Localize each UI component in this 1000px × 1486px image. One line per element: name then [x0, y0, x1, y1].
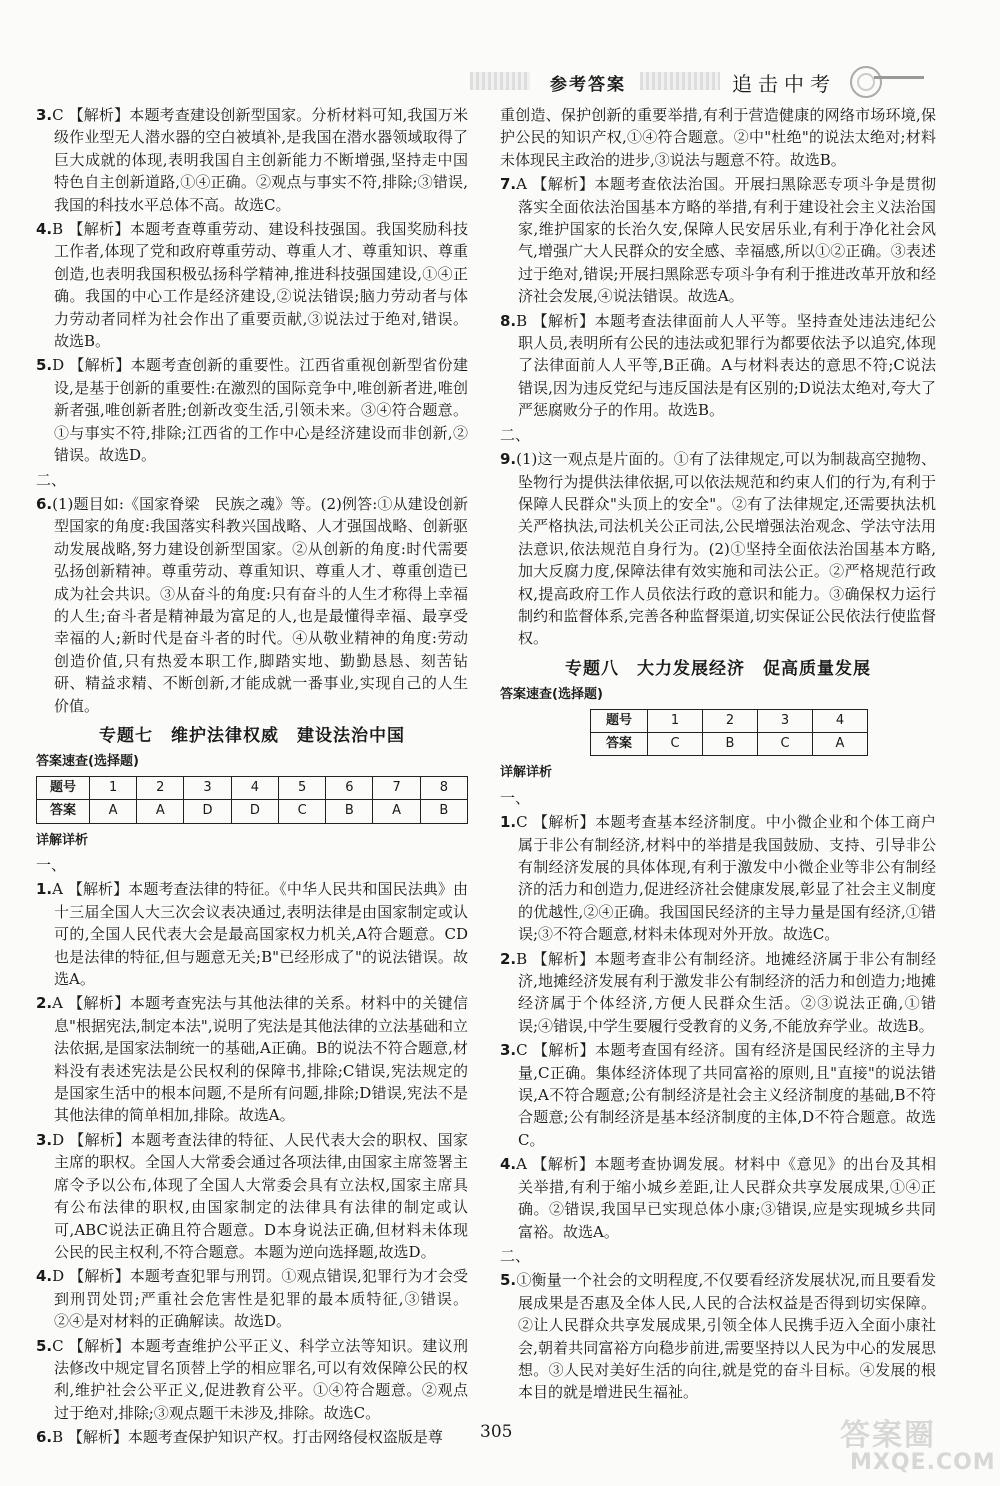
arrow-icon	[874, 76, 924, 79]
left-column	[36, 104, 468, 1451]
table-cell: 3	[184, 776, 231, 799]
header-decoration	[640, 72, 720, 90]
answer-item-2: 2.A 【解析】本题考查宪法与其他法律的关系。材料中的关键信息"根据宪法,制定本法",说明了宪法是其他法律的立法基础和立法依据,是国家法制统一的基础,A正确。B的说法不符合题意,材料没有表述宪法是公民权利的保障书,排除;C错误,宪法规定的是国家生活中的根本问题,不是所有问题,排除;D错误,宪法不是其他法律的简单相加,排除。故选A。	[36, 994, 468, 1125]
answer-item-6: 6.B 【解析】本题考查保护知识产权。打击网络侵权盗版是尊	[36, 1428, 443, 1447]
section-heading: 一、	[36, 856, 67, 874]
answer-item-8: 8.B 【解析】本题考查法律面前人人平等。坚持查处违法违纪公职人员,表明所有公民的违法或犯罪行为都要依法予以追究,体现了法律面前人人平等,B正确。A与材料表达的意思不符;C说法错误,因为违反党纪与违反国法是有区别的;D说法太绝对,夸大了严惩腐败分子的作用。故选B。	[500, 311, 936, 420]
table-cell: 4	[231, 776, 278, 799]
table-row	[591, 709, 868, 732]
table-cell: A	[373, 800, 420, 823]
answer-item-4: 4.D 【解析】本题考查犯罪与刑罚。①观点错误,犯罪行为才会受到刑罚处罚;严重社会危害性是犯罪的最本质特征,③错误。②④是对材料的正确解读。故选D。	[36, 1267, 468, 1331]
section-heading: 一、	[500, 788, 531, 807]
table-cell: 4	[813, 709, 868, 732]
table-row	[37, 776, 468, 799]
table-cell: B	[326, 800, 373, 823]
answer-item-5: 5.C 【解析】本题考查维护公平正义、科学立法等知识。建议刑法修改中规定冒名顶替上学的相应罪名,可以有效保障公民的权利,维护社会公平正义,促进教育公平。①④符合题意。②观点过于绝对,排除;③观点题干未涉及,排除。故选C。	[36, 1336, 468, 1422]
table-cell: D	[184, 800, 231, 823]
table-cell: D	[231, 800, 278, 823]
detail-label: 详解详析	[500, 765, 553, 781]
answer-item-1: 1.A 【解析】本题考查法律的特征。《中华人民共和国民法典》由十三届全国人大三次会议表决通过,表明法律是由国家制定或认可的,全国人民代表大会是最高国家权力机关,A符合题意。CD也是法律的特征,但与题意无关;B"已经形成了"的说法错误。故选A。	[36, 880, 468, 989]
header-reference-answers: 参考答案	[550, 75, 626, 95]
table-cell: 1	[89, 776, 136, 799]
answer-item-2: 2.B 【解析】本题考查非公有制经济。地摊经济属于非公有制经济,地摊经济发展有利于激发非公有制经济的活力和创造力;地摊经济属于个体经济,方便人民群众生活。②③说法正确,①错误;④错误,中学生要履行受教育的义务,不能放弃学业。故选B。	[500, 949, 936, 1035]
table-header-cell: 答案	[591, 732, 648, 755]
table-cell: 5	[279, 776, 326, 799]
table-cell: B	[420, 800, 467, 823]
section-heading: 二、	[500, 425, 531, 444]
table-cell: A	[89, 800, 136, 823]
table-cell: A	[813, 732, 868, 755]
table-cell: 7	[373, 776, 420, 799]
watermark-logo	[840, 1410, 996, 1480]
table-row	[591, 732, 868, 755]
topic-7-title: 专题七 维护法律权威 建设法治中国	[99, 725, 405, 746]
answer-table-8	[590, 709, 868, 757]
answer-item-9: 9.(1)这一观点是片面的。①有了法律规定,可以为制裁高空抛物、坠物行为提供法律依据,可以依法规范和约束人们的行为,有利于保障人民群众"头顶上的安全"。②有了法律规定,还需要执法机关严格执法,司法机关公正司法,公民增强法治观念、学法守法用法意识,依法规范自身行为。(2)①坚持全面依法治国基本方略,加大反腐力度,保障法律有效实施和司法公正。②严格规范行政权,提高政府工作人员依法行政的意识和能力。③确保权力运行制约和监督体系,完善各种监督渠道,切实保证公民依法行使监督权。	[500, 450, 936, 648]
answer-item-4: 4.B 【解析】本题考查尊重劳动、建设科技强国。我国奖励科技工作者,体现了党和政府尊重劳动、尊重人才、尊重知识、尊重创造,也表明我国积极弘扬科学精神,推进科技强国建设,①④正确。我国的中心工作是经济建设,②说法错误;脑力劳动者与体力劳动者同样为社会作出了重要贡献,③说法过于绝对,错误。故选B。	[36, 220, 468, 351]
section-heading: 二、	[500, 1246, 531, 1265]
table-cell: 2	[137, 776, 184, 799]
table-header-cell: 题号	[591, 709, 648, 732]
right-column	[500, 104, 936, 1406]
answer-item-3: 3.D 【解析】本题考查法律的特征、人民代表大会的职权、国家主席的职权。全国人大常委会通过各项法律,由国家主席签署主席令予以公布,体现了全国人大常委会具有立法权,国家主席具有公布法律的职权,由国家制定的法律具有法律的制定或认可,ABC说法正确且符合题意。D本身说法正确,但材料未体现公民的民主权利,不符合题意。本题为逆向选择题,故选D。	[36, 1130, 468, 1261]
running-header	[470, 64, 940, 100]
table-cell: 2	[703, 709, 758, 732]
table-cell: C	[279, 800, 326, 823]
answer-item-4: 4.A 【解析】本题考查协调发展。材料中《意见》的出台及其相关举措,有利于缩小城乡差距,让人民群众共享发展成果,①④正确。②错误,我国早已实现总体小康;③错误,应是实现城乡共同富裕。故选A。	[500, 1155, 936, 1241]
quick-answer-label: 答案速查(选择题)	[500, 687, 603, 703]
table-cell: C	[758, 732, 813, 755]
answer-item-1: 1.C 【解析】本题考查基本经济制度。中小微企业和个体工商户属于非公有制经济,材料中的举措是我国鼓励、支持、引导非公有制经济发展的具体体现,有利于激发中小微企业等非公有制经济的活力和创造力,促进经济社会健康发展,彰显了社会主义制度的优越性,②④正确。我国国民经济的主导力量是国有经济,①错误;③不符合题意,材料未体现对外开放。故选C。	[500, 813, 936, 944]
answer-item-7: 7.A 【解析】本题考查依法治国。开展扫黑除恶专项斗争是贯彻落实全面依法治国基本方略的举措,有利于建设社会主义法治国家,维护国家的长治久安,保障人民安居乐业,有利于净化社会风气,增强广大人民群众的安全感、幸福感,所以①②正确。③表述过于绝对,错误;开展扫黑除恶专项斗争有利于推进改革开放和经济社会发展,④说法错误。故选A。	[500, 175, 936, 306]
table-header-cell: 题号	[37, 776, 90, 799]
answer-item-3: 3.C 【解析】本题考查建设创新型国家。分析材料可知,我国万米级作业型无人潜水器的空白被填补,是我国在潜水器领域取得了巨大成就的体现,表明我国自主创新能力不断增强,坚持走中国特色自主创新道路,①④正确。②观点与事实不符,排除;③错误,我国的科技水平总体不高。故选C。	[36, 106, 468, 214]
table-cell: 1	[648, 709, 703, 732]
continued-text: 重创造、保护创新的重要举措,有利于营造健康的网络市场环境,保护公民的知识产权,①④符合题意。②中"杜绝"的说法太绝对;材料未体现民主政治的进步,③说法与题意不符。故选B。	[500, 106, 936, 169]
table-cell: A	[137, 800, 184, 823]
section-heading: 二、	[36, 470, 67, 489]
detail-label: 详解详析	[36, 832, 89, 848]
quick-answer-label: 答案速查(选择题)	[36, 754, 139, 770]
table-cell: 6	[326, 776, 373, 799]
table-row	[37, 800, 468, 823]
header-decoration	[470, 72, 530, 90]
answer-item-5: 5.①衡量一个社会的文明程度,不仅要看经济发展状况,而且要看发展成果是否惠及全体人民,人民的合法权益是否得到切实保障。②让人民群众共享发展成果,引领全体人民携手迈入全面小康社会,朝着共同富裕方向稳步前进,需要坚持以人民为中心的发展思想。③人民对美好生活的向往,就是党的奋斗目标。④发展的根本目的就是增进民生福祉。	[500, 1271, 936, 1402]
table-cell: 3	[758, 709, 813, 732]
target-logo-icon	[850, 66, 882, 98]
answer-item-3: 3.C 【解析】本题考查国有经济。国有经济是国民经济的主导力量,C正确。集体经济体现了共同富裕的原则,且"直接"的说法错误,A不符合题意;公有制经济是社会主义经济制度的基础,B不符合题意;公有制经济是基本经济制度的主体,D不符合题意。故选C。	[500, 1041, 936, 1149]
watermark-text: 答案圈	[840, 1418, 936, 1453]
answer-item-5: 5.D 【解析】本题考查创新的重要性。江西省重视创新型省份建设,是基于创新的重要性:在激烈的国际竞争中,唯创新者进,唯创新者强,唯创新者胜;创新改变生活,引领未来。③④符合题意。①与事实不符,排除;江西省的工作中心是经济建设而非创新,②错误。故选D。	[36, 356, 468, 465]
header-book-title: 追击中考	[732, 72, 836, 96]
page-number: 305	[480, 1422, 513, 1442]
table-cell: B	[703, 732, 758, 755]
table-header-cell: 答案	[37, 800, 90, 823]
table-cell: C	[648, 732, 703, 755]
answer-table-7	[36, 776, 468, 824]
table-cell: 8	[420, 776, 467, 799]
answer-item-6: 6.(1)题目如:《国家脊梁 民族之魂》等。(2)例答:①从建设创新型国家的角度:我国落实科教兴国战略、人才强国战略、创新驱动发展战略,努力建设创新型国家。②从创新的角度:时代需要弘扬创新精神。尊重劳动、尊重知识、尊重人才、尊重创造已成为社会共识。③从奋斗的角度:只有奋斗的人生才称得上幸福的人生;奋斗者是精神最为富足的人,也是最懂得幸福、最享受幸福的人;新时代是奋斗者的时代。④从敬业精神的角度:劳动创造价值,只有热爱本职工作,脚踏实地、勤勤恳恳、刻苦钻研、精益求精、不断创新,才能成就一番事业,实现自己的人生价值。	[36, 494, 468, 715]
topic-8-title: 专题八 大力发展经济 促高质量发展	[565, 658, 871, 679]
watermark-url: MXQE.COM	[850, 1450, 996, 1475]
